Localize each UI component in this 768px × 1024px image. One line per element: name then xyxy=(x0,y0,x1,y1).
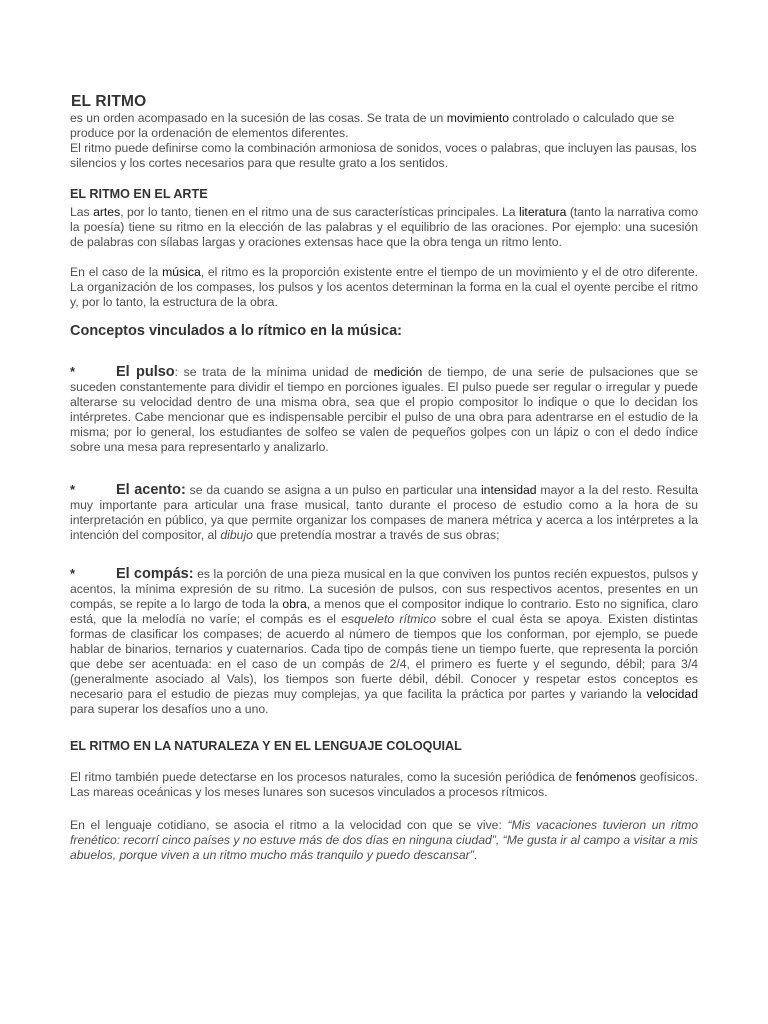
paragraph-lenguaje xyxy=(70,818,698,863)
text: Las xyxy=(70,205,94,219)
text: , por lo tanto, tienen en el ritmo una de sus características principales. La xyxy=(120,205,520,219)
text: es la porción de una pieza musical en la que conviven los puntos recién expuestos, pulsos y acentos, la mínima expresión de su ritmo. La sucesión de pulsos, con sus respectivos acentos, presentes en un compás, se repite a lo largo de toda la xyxy=(70,567,699,611)
text: En el caso de la xyxy=(70,265,163,279)
item-pulso xyxy=(70,364,698,455)
link-intensidad[interactable]: intensidad xyxy=(480,483,537,497)
bullet: * xyxy=(70,482,76,497)
italic-dibujo: dibujo xyxy=(220,528,253,542)
bullet: * xyxy=(70,364,76,379)
text: controlado o calculado que se produce por la ordenación de elementos diferentes. xyxy=(70,111,675,140)
text: (tanto la narrativa como la poesía) tiene su ritmo en la elección de las palabras y el equilibrio de las oraciones. Por ejemplo: una sucesión de palabras con sílabas largas y oraciones extensas hace que la obra tenga un ritmo lento. xyxy=(70,205,698,249)
link-obra[interactable]: obra xyxy=(282,597,307,611)
text: que pretendía mostrar a través de sus obras; xyxy=(252,528,500,542)
heading-el-ritmo: EL RITMO xyxy=(71,93,147,110)
text: se da cuando se asigna a un pulso en particular una xyxy=(185,483,481,497)
italic-ejemplos: “Mis vacaciones tuvieron un ritmo frenético: recorrí cinco países y no estuve más de dos días en ninguna ciudad”, “Me gusta ir al campo a visitar a mis abuelos, porque viven a un ritmo mucho más tranquilo y puedo descansar” xyxy=(70,818,698,862)
heading-naturaleza-lenguaje: EL RITMO EN LA NATURALEZA Y EN EL LENGUAJE COLOQUIAL xyxy=(70,739,462,753)
text: de tiempo, de una serie de pulsaciones que se suceden constantemente para dividir el tiempo en porciones iguales. El pulso puede ser regular o irregular y puede alterarse su velocidad dentro de una misma obra, sea que el propio compositor lo indique o que lo decidan los intérpretes. Cabe mencionar que es indispensable percibir el pulso de una obra para adentrarse en el estudio de la misma; por lo general, los estudiantes de solfeo se valen de pequeños golpes con un lápiz o con el dedo índice sobre una mesa para representarlo y analizarlo. xyxy=(70,365,699,454)
italic-esqueleto-ritmico: esqueleto rítmico xyxy=(341,612,436,626)
link-movimiento[interactable]: movimiento xyxy=(446,111,510,125)
text: es un orden acompasado en la sucesión de las cosas. Se trata de un xyxy=(70,111,447,125)
link-musica[interactable]: música xyxy=(162,265,201,279)
item-acento xyxy=(70,482,698,543)
heading-ritmo-en-el-arte: EL RITMO EN EL ARTE xyxy=(70,187,208,201)
text: . xyxy=(473,848,478,862)
text: mayor a la del resto. Resulta muy importante para articular una frase musical, tanto durante el proceso de estudio como a la hora de su interpretación en público, ya que permite organizar los compases de manera métrica y acerca a los intérpretes a la intención del compositor, al xyxy=(70,483,698,542)
bullet: * xyxy=(70,566,76,581)
heading-conceptos: Conceptos vinculados a lo rítmico en la música: xyxy=(70,323,402,339)
item-compas xyxy=(70,566,698,717)
term-compas: El compás: xyxy=(116,566,194,582)
paragraph-musica xyxy=(70,265,698,310)
term-pulso: El pulso xyxy=(116,364,175,380)
link-medicion[interactable]: medición xyxy=(373,365,423,379)
text: para superar los desafíos uno a uno. xyxy=(70,702,269,716)
term-acento: El acento: xyxy=(116,482,186,498)
link-literatura[interactable]: literatura xyxy=(519,205,567,219)
text: El ritmo también puede detectarse en los procesos naturales, como la sucesión periódica de xyxy=(70,770,576,784)
link-fenomenos[interactable]: fenómenos xyxy=(575,770,637,784)
paragraph-artes xyxy=(70,205,698,250)
paragraph-ritmo-definicion xyxy=(70,111,702,171)
link-velocidad[interactable]: velocidad xyxy=(646,687,698,701)
text: , el ritmo es la proporción existente entre el tiempo de un movimiento y el de otro diferente. La organización de los compases, los pulsos y los acentos determinan la forma en la cual el oyente percibe el ritmo y, por lo tanto, la estructura de la obra. xyxy=(70,265,699,309)
text: : xyxy=(174,365,179,379)
paragraph-naturaleza xyxy=(70,770,698,800)
text: En el lenguaje cotidiano, se asocia el ritmo a la velocidad con que se vive: xyxy=(70,818,508,832)
text: , a menos que el compositor indique lo contrario. Esto no significa, claro está, que la melodía no varíe; el compás es el xyxy=(70,597,698,626)
text: geofísicos. Las mareas oceánicas y los meses lunares son sucesos vinculados a procesos rítmicos. xyxy=(70,770,698,799)
paragraph-ritmo-armonia: El ritmo puede definirse como la combinación armoniosa de sonidos, voces o palabras, que incluyen las pausas, los silencios y los cortes necesarios para que resulte grato a los sentidos. xyxy=(70,141,697,170)
text: se trata de la mínima unidad de xyxy=(178,365,374,379)
text: sobre el cual ésta se apoya. Existen distintas formas de clasificar los compases; de acuerdo al número de tiempos que los conforman, por ejemplo, se puede hablar de binarios, ternarios y cuaternarios. Cada tipo de compás tiene un tiempo fuerte, que representa la porción que debe ser acentuada: en el caso de un compás de 2/4, el primero es fuerte y el segundo, débil; para 3/4 (generalmente asociado al Vals), los tiempos son fuerte débil, débil. Conocer y respetar estos conceptos es necesario para el estudio de piezas muy complejas, ya que facilita la práctica por partes y variando la xyxy=(70,612,698,701)
link-artes[interactable]: artes xyxy=(93,205,121,219)
